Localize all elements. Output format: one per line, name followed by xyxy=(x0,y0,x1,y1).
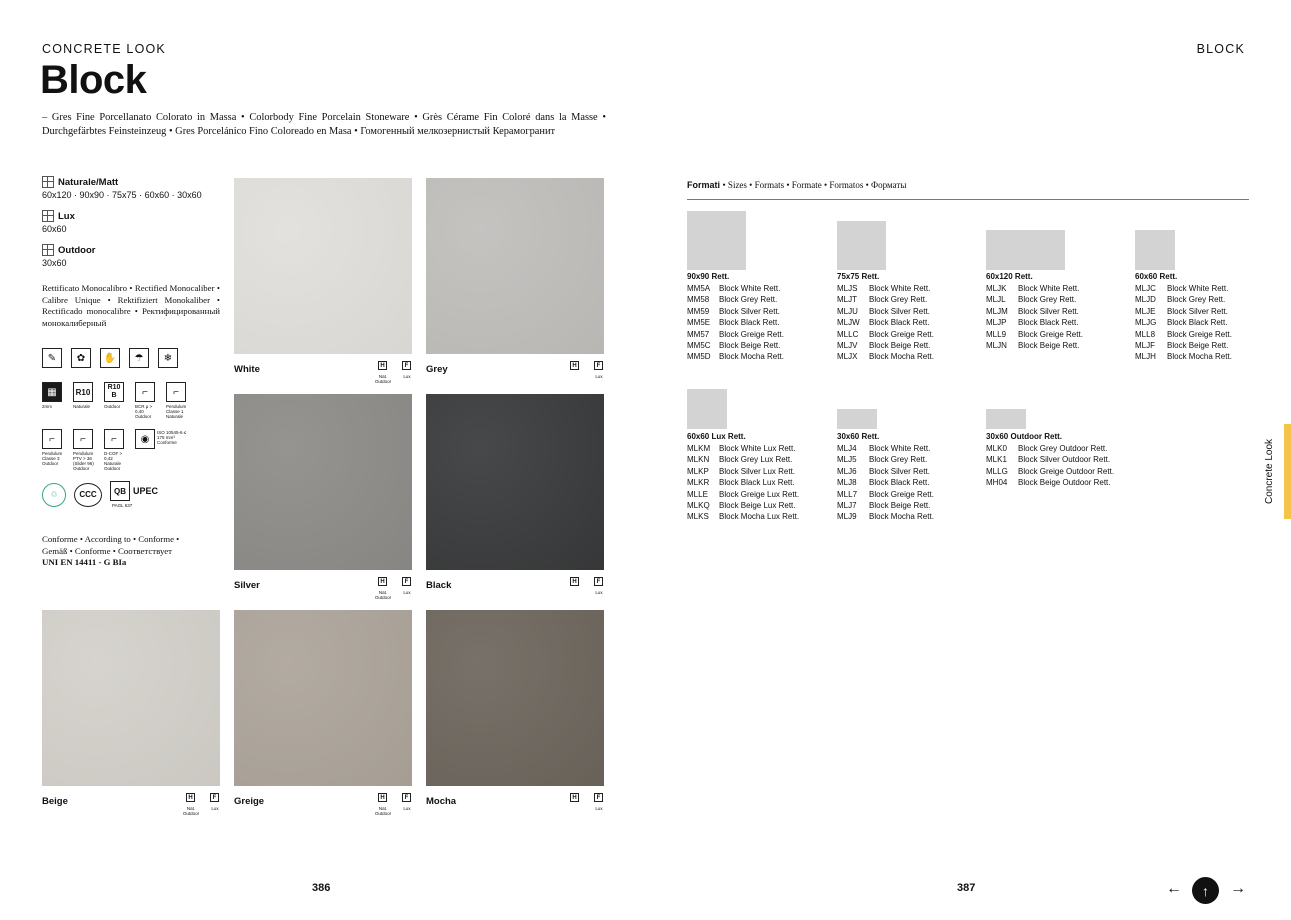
format-product: Block Black Rett. xyxy=(1018,318,1079,328)
category-label: CONCRETE LOOK xyxy=(42,42,166,56)
recycle-icon: ♲ xyxy=(42,483,66,507)
finish-badge: F xyxy=(402,577,411,586)
finish-badge: H xyxy=(570,361,579,370)
thickness-icon: ▦ xyxy=(42,382,62,402)
finish-badge-caption: Lux xyxy=(595,590,603,595)
format-group xyxy=(687,272,784,363)
conformity-note xyxy=(42,534,202,569)
slip-r10-icon: R10 xyxy=(73,382,93,402)
format-code: MLJD xyxy=(1135,295,1156,305)
tech-icons-row-3 xyxy=(42,429,187,471)
format-code: MLL7 xyxy=(837,489,858,499)
format-swatch xyxy=(687,389,727,429)
section-label: BLOCK xyxy=(1196,42,1245,56)
tile-label: White xyxy=(234,364,260,375)
tech-icons-row-1 xyxy=(42,348,178,368)
format-product: Block Grey Rett. xyxy=(1018,295,1077,305)
format-item xyxy=(687,329,784,340)
format-code: MM5E xyxy=(687,318,711,328)
format-item xyxy=(986,466,1114,477)
format-swatch xyxy=(986,409,1026,429)
format-product: Block White Lux Rett. xyxy=(719,444,796,453)
format-product: Block Silver Rett. xyxy=(1167,306,1228,316)
finish-sizes: 30x60 xyxy=(42,258,67,268)
finish-badge: F xyxy=(402,793,411,802)
format-group xyxy=(687,432,799,523)
finish-badge: F xyxy=(594,361,603,370)
format-item xyxy=(837,283,934,294)
format-swatch xyxy=(1135,230,1175,270)
format-product: Block Black Rett. xyxy=(869,318,930,328)
format-code: MM5D xyxy=(687,352,711,362)
finish-outdoor xyxy=(42,244,222,268)
format-item xyxy=(986,306,1083,317)
format-item xyxy=(687,511,799,522)
formats-subtitle: • Sizes • Formats • Formate • Formatos • Форматы xyxy=(722,180,907,190)
format-name: 90x90 Rett. xyxy=(687,272,730,281)
format-product: Block Beige Rett. xyxy=(869,340,931,350)
format-product: Block Beige Rett. xyxy=(1018,340,1080,350)
format-item xyxy=(837,489,934,500)
format-code: MLJ4 xyxy=(837,444,857,453)
format-code: MLL9 xyxy=(986,329,1007,339)
icon-caption: Naturale xyxy=(73,404,91,409)
format-item xyxy=(1135,306,1232,317)
format-product: Block Silver Rett. xyxy=(1018,306,1079,316)
format-item xyxy=(687,443,799,454)
format-code: MLK0 xyxy=(986,444,1007,453)
finish-sizes: 60x60 xyxy=(42,224,67,234)
icon-caption: D-COF > 0,42 Naturale Outdoor xyxy=(104,451,123,471)
finish-icon xyxy=(42,244,54,256)
format-code: MLKM xyxy=(687,444,711,453)
format-code: MLKQ xyxy=(687,500,710,510)
format-code: MLJS xyxy=(837,284,858,293)
format-swatch xyxy=(837,409,877,429)
arrow-left-icon[interactable]: ← xyxy=(1166,880,1182,897)
format-item xyxy=(687,489,799,500)
ccc-icon: CCC xyxy=(74,483,102,507)
format-code: MLJC xyxy=(1135,284,1156,293)
finish-badge: F xyxy=(594,577,603,586)
format-product: Block Mocha Rett. xyxy=(1167,352,1232,362)
finish-badge: F xyxy=(210,793,219,802)
format-product: Block White Rett. xyxy=(719,284,781,293)
tile-swatch xyxy=(234,178,412,354)
format-swatch xyxy=(687,211,746,270)
icon-caption: Pendulum Classe 3 Outdoor xyxy=(42,451,63,466)
icon-caption: BCR μ > 0,40 Outdoor xyxy=(135,404,153,419)
format-item xyxy=(837,340,934,351)
format-item xyxy=(986,443,1114,454)
finish-badge-caption: Lux xyxy=(403,806,411,811)
format-product: Block Silver Lux Rett. xyxy=(719,466,796,476)
finish-lux xyxy=(42,210,222,234)
format-code: MLJH xyxy=(1135,352,1156,362)
format-code: MLLE xyxy=(687,489,708,499)
format-product: Block White Rett. xyxy=(869,284,931,293)
format-code: MM5C xyxy=(687,340,711,350)
format-item xyxy=(837,306,934,317)
format-item xyxy=(1135,283,1232,294)
format-item xyxy=(837,500,934,511)
format-item xyxy=(837,511,934,522)
finish-badge-caption: Lux xyxy=(595,374,603,379)
shoe-icon: ⌐ xyxy=(135,382,155,402)
slip-r10b-icon: R10 B xyxy=(104,382,124,402)
format-product: Block Greige Rett. xyxy=(869,329,934,339)
finish-badge-caption: Lux xyxy=(595,806,603,811)
format-item xyxy=(837,466,934,477)
format-item xyxy=(837,454,934,465)
format-product: Block Grey Rett. xyxy=(869,455,928,465)
conformity-standard: UNI EN 14411 - G BIa xyxy=(42,557,127,567)
icon-caption: Pendulum PTV > 36 (Slider 96) Outdoor xyxy=(73,451,94,471)
finish-sizes: 60x120 · 90x90 · 75x75 · 60x60 · 30x60 xyxy=(42,190,202,200)
format-item xyxy=(986,340,1083,351)
format-code: MLJ7 xyxy=(837,500,857,510)
tile-swatch xyxy=(426,610,604,786)
page-number-left: 386 xyxy=(312,882,331,894)
formats-title: Formati xyxy=(687,180,721,190)
tech-icons-row-2 xyxy=(42,382,188,419)
finish-badge: H xyxy=(570,577,579,586)
shoe-icon: ⌐ xyxy=(42,429,62,449)
finish-name: Lux xyxy=(58,210,75,222)
formats-divider xyxy=(687,199,1249,200)
format-product: Block Greige Rett. xyxy=(719,329,784,339)
format-code: MLJE xyxy=(1135,306,1156,316)
tile-label: Mocha xyxy=(426,796,457,807)
finish-badge: H xyxy=(378,577,387,586)
format-item xyxy=(1135,317,1232,328)
format-item xyxy=(986,454,1114,465)
format-item xyxy=(837,294,934,305)
tile-label: Black xyxy=(426,580,452,591)
format-product: Block Grey Rett. xyxy=(1167,295,1226,305)
format-product: Block Grey Rett. xyxy=(719,295,778,305)
format-product: Block Beige Rett. xyxy=(869,500,931,510)
format-item xyxy=(986,283,1083,294)
format-code: MLLC xyxy=(837,329,859,339)
format-product: Block Silver Rett. xyxy=(869,306,930,316)
finish-badge: H xyxy=(186,793,195,802)
format-code: MM57 xyxy=(687,329,710,339)
format-name: 60x60 Lux Rett. xyxy=(687,432,746,441)
format-product: Block Mocha Rett. xyxy=(719,352,784,362)
format-item xyxy=(687,351,784,362)
format-item xyxy=(1135,294,1232,305)
finish-badge-caption: Lux xyxy=(403,374,411,379)
format-code: MLJM xyxy=(986,306,1008,316)
format-item xyxy=(1135,329,1232,340)
finish-icon xyxy=(42,176,54,188)
format-code: MLJL xyxy=(986,295,1006,305)
format-product: Block Greige Rett. xyxy=(1167,329,1232,339)
finish-name: Outdoor xyxy=(58,244,96,256)
finish-badge: H xyxy=(378,793,387,802)
side-tab-marker xyxy=(1284,424,1291,519)
format-product: Block Greige Rett. xyxy=(1018,329,1083,339)
tile-label: Beige xyxy=(42,796,68,807)
format-product: Block Beige Outdoor Rett. xyxy=(1018,478,1111,488)
format-code: MLJ5 xyxy=(837,455,857,465)
format-item xyxy=(986,294,1083,305)
finish-icon xyxy=(42,210,54,222)
finish-badge-caption: Nat. Outdoor xyxy=(182,806,200,816)
qb-icon: QB xyxy=(110,481,130,501)
tile-label: Greige xyxy=(234,796,265,807)
format-code: MLJV xyxy=(837,340,858,350)
format-product: Block Black Rett. xyxy=(1167,318,1228,328)
format-code: MLKP xyxy=(687,466,709,476)
formats-header xyxy=(687,180,906,190)
format-code: MH04 xyxy=(986,478,1008,488)
format-code: MLJ6 xyxy=(837,466,857,476)
upec-label: UPEC xyxy=(133,486,159,496)
shoe-icon: ⌐ xyxy=(104,429,124,449)
format-code: MLJN xyxy=(986,340,1007,350)
page-number-right: 387 xyxy=(957,882,976,894)
finish-badge-caption: Lux xyxy=(403,590,411,595)
finish-badge: H xyxy=(570,793,579,802)
format-item xyxy=(687,500,799,511)
material-description: – Gres Fine Porcellanato Colorato in Massa • Colorbody Fine Porcelain Stoneware • Grès Cérame Fin Coloré dans la Masse • Durchgefärbtes Feinsteinzeug • Gres Porcelánico Fino Coloreado en Masa • Гомогенный мелкозернистый Керамогранит xyxy=(42,112,606,137)
format-name: 30x60 Outdoor Rett. xyxy=(986,432,1063,441)
format-group xyxy=(986,432,1114,489)
format-product: Block Silver Rett. xyxy=(869,466,930,476)
format-product: Block Grey Lux Rett. xyxy=(719,455,793,465)
format-item xyxy=(837,329,934,340)
format-product: Block Grey Outdoor Rett. xyxy=(1018,444,1108,453)
finish-naturale xyxy=(42,176,222,200)
format-code: MLJX xyxy=(837,352,858,362)
format-product: Block Mocha Rett. xyxy=(869,512,934,522)
finish-badge: F xyxy=(402,361,411,370)
icon-caption: ISO 10545-6 ≤ 175 mm³ Conforme xyxy=(157,430,187,445)
format-product: Block White Rett. xyxy=(1167,284,1229,293)
format-code: MM58 xyxy=(687,295,710,305)
tile-swatch xyxy=(42,610,220,786)
frost-icon: ❄ xyxy=(158,348,178,368)
format-product: Block Black Lux Rett. xyxy=(719,478,795,488)
format-item xyxy=(687,317,784,328)
finish-badge: H xyxy=(378,361,387,370)
format-item xyxy=(687,477,799,488)
format-product: Block Beige Lux Rett. xyxy=(719,500,796,510)
format-item xyxy=(687,340,784,351)
format-product: Block Grey Rett. xyxy=(869,295,928,305)
format-product: Block White Rett. xyxy=(869,444,931,453)
icon-caption: Pendulum Classe 1 Naturale xyxy=(166,404,187,419)
format-name: 60x120 Rett. xyxy=(986,272,1033,281)
cert-caption: PAGL 637 xyxy=(112,503,133,508)
format-product: Block Greige Rett. xyxy=(869,489,934,499)
format-product: Block Black Rett. xyxy=(869,478,930,488)
format-code: MLK1 xyxy=(986,455,1007,465)
rectified-note: Rettificato Monocalibro • Rectified Monocaliber • Calibre Unique • Rektifiziert Monokaliber • Rectificado monocalibre • Ректифицированный монокалиберный xyxy=(42,283,220,328)
format-name: 60x60 Rett. xyxy=(1135,272,1178,281)
arrow-up-icon[interactable]: ↑ xyxy=(1192,877,1219,904)
chemical-icon: ☂ xyxy=(129,348,149,368)
abrasion-icon: ◉ xyxy=(135,429,155,449)
finish-badge-caption: Nat. Outdoor xyxy=(374,590,392,600)
format-item xyxy=(687,454,799,465)
format-item xyxy=(1135,340,1232,351)
finish-badge-caption: Nat. Outdoor xyxy=(374,806,392,816)
format-item xyxy=(837,477,934,488)
side-tab-label[interactable]: Concrete Look xyxy=(1264,438,1275,505)
tile-swatch xyxy=(234,610,412,786)
format-item xyxy=(986,317,1083,328)
format-code: MLJ8 xyxy=(837,478,857,488)
conformity-text: Conforme • According to • Conforme • Gemäß • Conforme • Соответствует xyxy=(42,534,180,556)
format-item xyxy=(837,351,934,362)
format-product: Block Greige Lux Rett. xyxy=(719,489,800,499)
format-code: MLJG xyxy=(1135,318,1157,328)
format-swatch xyxy=(837,221,886,270)
format-code: MLJK xyxy=(986,284,1007,293)
format-code: MLL8 xyxy=(1135,329,1156,339)
format-code: MM59 xyxy=(687,306,710,316)
format-item xyxy=(837,317,934,328)
shoe-icon: ⌐ xyxy=(166,382,186,402)
format-item xyxy=(986,329,1083,340)
format-item xyxy=(986,477,1114,488)
format-code: MLJU xyxy=(837,306,858,316)
format-item xyxy=(837,443,934,454)
shoe-icon: ⌐ xyxy=(73,429,93,449)
format-group xyxy=(837,432,934,523)
format-product: Block Black Rett. xyxy=(719,318,780,328)
format-code: MLJF xyxy=(1135,340,1155,350)
format-product: Block Beige Rett. xyxy=(719,340,781,350)
hand-icon: ✋ xyxy=(100,348,120,368)
arrow-right-icon[interactable]: → xyxy=(1230,880,1246,897)
tile-swatch xyxy=(426,394,604,570)
finishes-list xyxy=(42,176,222,278)
format-code: MLKR xyxy=(687,478,710,488)
format-code: MLKN xyxy=(687,455,710,465)
format-code: MLJW xyxy=(837,318,860,328)
format-product: Block White Rett. xyxy=(1018,284,1080,293)
format-product: Block Mocha Lux Rett. xyxy=(719,512,800,522)
tile-swatch xyxy=(234,394,412,570)
wear-icon: ✿ xyxy=(71,348,91,368)
format-product: Block Silver Rett. xyxy=(719,306,780,316)
format-group xyxy=(986,272,1083,351)
format-swatch xyxy=(986,230,1065,270)
format-code: MM5A xyxy=(687,284,711,293)
format-item xyxy=(687,306,784,317)
format-item xyxy=(687,294,784,305)
tile-label: Silver xyxy=(234,580,260,591)
format-code: MLKS xyxy=(687,512,709,522)
format-code: MLJT xyxy=(837,295,857,305)
page-title: Block xyxy=(40,58,147,102)
format-product: Block Beige Rett. xyxy=(1167,340,1229,350)
format-code: MLJP xyxy=(986,318,1007,328)
format-product: Block Greige Outdoor Rett. xyxy=(1018,466,1115,476)
format-name: 30x60 Rett. xyxy=(837,432,880,441)
finish-badge-caption: Nat. Outdoor xyxy=(374,374,392,384)
format-item xyxy=(1135,351,1232,362)
format-item xyxy=(687,283,784,294)
icon-caption: Outdoor xyxy=(104,404,121,409)
format-code: MLLG xyxy=(986,466,1008,476)
finish-badge: F xyxy=(594,793,603,802)
format-group xyxy=(1135,272,1232,363)
format-product: Block Mocha Rett. xyxy=(869,352,934,362)
format-product: Block Silver Outdoor Rett. xyxy=(1018,455,1111,465)
format-code: MLJ9 xyxy=(837,512,857,522)
finish-name: Naturale/Matt xyxy=(58,176,119,188)
certifications-row xyxy=(42,481,158,508)
tile-swatch xyxy=(426,178,604,354)
tile-label: Grey xyxy=(426,364,448,375)
stain-icon: ✎ xyxy=(42,348,62,368)
format-item xyxy=(687,466,799,477)
format-name: 75x75 Rett. xyxy=(837,272,880,281)
icon-caption: 2mm xyxy=(42,404,52,409)
format-group xyxy=(837,272,934,363)
finish-badge-caption: Lux xyxy=(211,806,219,811)
